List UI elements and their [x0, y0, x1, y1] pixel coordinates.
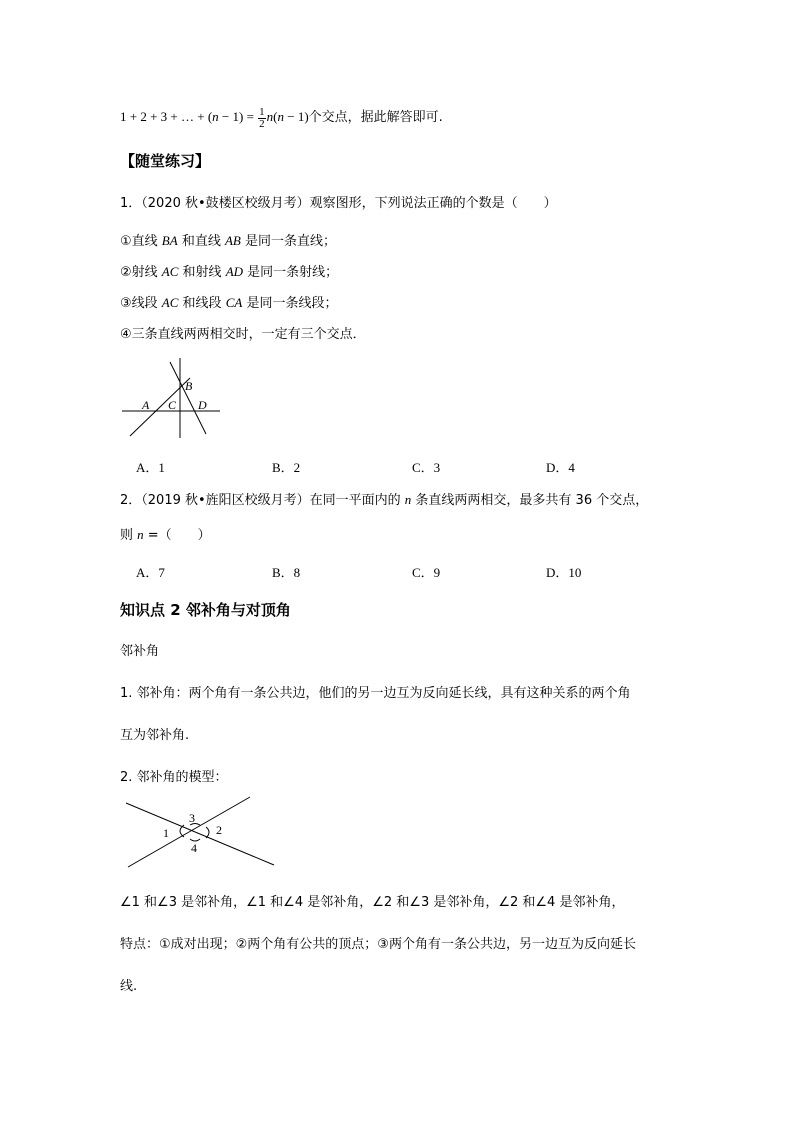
q1-stem: 1．（2020 秋•鼓楼区校级月考）观察图形，下列说法正确的个数是（ ） [120, 196, 557, 211]
formula-n: n [212, 109, 219, 124]
q1-option-b: B．2 [272, 460, 301, 475]
formula-mid: − 1) = [218, 109, 254, 124]
s2-b: AD [225, 264, 244, 279]
s3-pre: ③线段 [120, 296, 162, 311]
angle-label-2: 2 [216, 823, 222, 837]
q2-option-b: B．8 [272, 565, 301, 580]
q2-option-c: C．9 [412, 565, 441, 580]
s2-post: 是同一条射线； [243, 265, 339, 280]
figure-label-c: C [168, 398, 177, 412]
s3-b: CA [225, 295, 243, 310]
kp2-figure [118, 795, 280, 871]
fraction [258, 107, 266, 130]
q1-option-a: A．1 [136, 460, 165, 475]
q2-option-a: A．7 [136, 565, 165, 580]
s2-pre: ②射线 [120, 265, 162, 280]
angle-label-4: 4 [191, 841, 197, 855]
s1-mid: 和直线 [177, 234, 225, 249]
q1-statement-1 [120, 230, 336, 249]
s3-post: 是同一条线段； [242, 296, 338, 311]
q2-option-d: D．10 [546, 565, 582, 580]
s1-post: 是同一条直线； [240, 234, 336, 249]
formula-right-paren: ( [273, 109, 278, 124]
q2-stem-pre: 2．（2019 秋•旌阳区校级月考）在同一平面内的 [120, 493, 405, 508]
figure-label-a: A [142, 398, 150, 412]
formula-right-end: − 1) [284, 109, 309, 124]
fraction-denominator: 2 [259, 117, 265, 130]
q1-statement-2 [120, 261, 338, 280]
kp2-subheading: 邻补角 [120, 644, 160, 659]
kp2-relations: ∠1 和∠3 是邻补角，∠1 和∠4 是邻补角，∠2 和∠3 是邻补角，∠2 和∠4 是邻补角， [120, 895, 625, 910]
kp2-features-line1: 特点：①成对出现；②两个角有公共的顶点；③两个角有一条公共边，另一边互为反向延长 [120, 937, 636, 952]
q2-line2 [120, 524, 211, 543]
figure-label-d: D [198, 398, 207, 412]
q2-line2-n: n [137, 527, 144, 542]
q2-stem [120, 489, 648, 508]
s2-mid: 和射线 [178, 265, 226, 280]
kp2-features-line2: 线. [120, 979, 138, 994]
figure-label-b: B [185, 379, 193, 393]
formula-right-n2: n [277, 109, 284, 124]
formula-left: 1 + 2 + 3 + … + ( [120, 109, 213, 124]
angle-label-1: 1 [163, 826, 169, 840]
q2-line2-pre: 则 [120, 528, 138, 543]
s3-a: AC [161, 295, 179, 310]
formula-suffix: 个交点，据此解答即可. [308, 110, 443, 125]
figure-line-ab [130, 378, 190, 436]
q2-line2-post: =（ ） [143, 528, 211, 543]
kp2-heading: 知识点 2 邻补角与对顶角 [120, 601, 291, 619]
q1-figure-lines [118, 352, 228, 444]
s3-mid: 和线段 [178, 296, 226, 311]
kp2-def1-line2: 互为邻补角. [120, 728, 190, 743]
kp2-def1-line1: 1. 邻补角：两个角有一条公共边，他们的另一边互为反向延长线，具有这种关系的两个角 [120, 686, 631, 701]
formula-right-n1: n [266, 109, 274, 124]
q1-option-d: D．4 [546, 460, 575, 475]
intro-formula-line [120, 106, 443, 130]
kp2-model-title: 2. 邻补角的模型： [120, 770, 228, 785]
q1-option-c: C．3 [412, 460, 441, 475]
figure-line-2 [128, 797, 250, 867]
q2-stem-n: n [404, 492, 412, 507]
q2-stem-post: 条直线两两相交，最多共有 36 个交点， [411, 493, 649, 508]
s1-b: AB [224, 233, 241, 248]
s1-a: BA [161, 233, 178, 248]
q1-statement-4: ④三条直线两两相交时，一定有三个交点． [120, 327, 366, 342]
q1-statement-3 [120, 292, 337, 311]
angle-label-3: 3 [189, 811, 195, 825]
s1-pre: ①直线 [120, 234, 162, 249]
s2-a: AC [161, 264, 179, 279]
practice-heading: 【随堂练习】 [120, 152, 211, 170]
fraction-numerator: 1 [259, 105, 265, 118]
